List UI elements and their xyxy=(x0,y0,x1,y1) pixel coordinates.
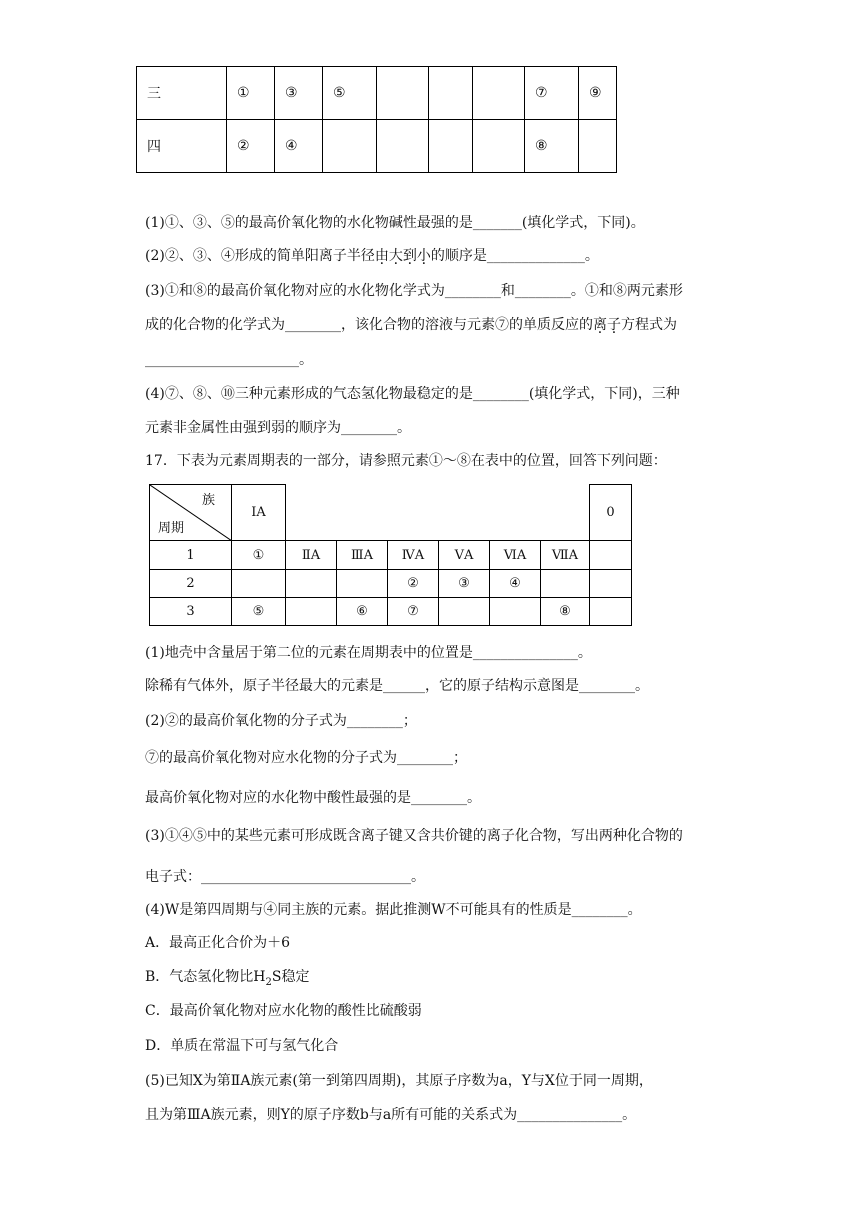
option-a: A．最高正化合价为＋6 xyxy=(145,935,291,951)
group-label: ⅣA xyxy=(388,541,439,570)
header-zhouqi: 周期 xyxy=(158,521,185,536)
element-cell: ② xyxy=(388,570,439,598)
q17-part1-line1: (1)地壳中含量居于第二位的元素在周期表中的位置是_______________。 xyxy=(145,645,592,661)
group-label: ⅢA xyxy=(337,541,388,570)
q16-part2-text-b: 的顺序是______________。 xyxy=(430,248,599,264)
option-b-subscript: 2 xyxy=(265,976,272,988)
table-row xyxy=(137,120,617,173)
dotted-char: 子 xyxy=(607,317,621,333)
element-cell xyxy=(377,120,429,173)
element-cell xyxy=(286,598,337,626)
q17-part5-line2: 且为第ⅢA族元素，则Y的原子序数b与a所有可能的关系式为_______________。 xyxy=(145,1107,637,1123)
element-cell: ④ xyxy=(275,120,323,173)
element-cell xyxy=(429,67,473,120)
period-cell: 三 xyxy=(137,67,227,120)
element-cell xyxy=(429,120,473,173)
q17-part4: (4)W是第四周期与④同主族的元素。据此推测W不可能具有的性质是________。 xyxy=(145,902,642,918)
element-cell xyxy=(473,120,525,173)
element-cell xyxy=(541,570,590,598)
q16-part1: (1)①、③、⑤的最高价氧化物的水化物碱性最强的是_______(填化学式，下同)。 xyxy=(145,215,645,231)
element-cell xyxy=(232,570,286,598)
element-cell xyxy=(590,541,632,570)
q17-part3-line2: 电子式：______________________________。 xyxy=(145,869,425,885)
option-c: C．最高价氧化物对应水化物的酸性比硫酸弱 xyxy=(145,1003,422,1019)
q17-part3-line1: (3)①④⑤中的某些元素可形成既含离子键又含共价键的离子化合物，写出两种化合物的 xyxy=(145,828,683,844)
header-zu: 族 xyxy=(202,493,216,508)
dotted-char: 由 xyxy=(374,248,389,264)
element-cell xyxy=(590,570,632,598)
option-b xyxy=(145,967,309,993)
q16-part4-line1: (4)⑦、⑧、⑩三种元素形成的气态氢化物最稳定的是________(填化学式，下同)，三种 xyxy=(145,386,680,402)
element-cell: ⑨ xyxy=(579,67,617,120)
q16-part3-line3: ______________________。 xyxy=(145,352,313,368)
header-gap xyxy=(286,485,590,541)
option-b-text-a: B．气态氢化物比H xyxy=(145,969,266,985)
header-corner-cell xyxy=(150,485,232,541)
q16-part3-text-a: 成的化合物的化学式为________，该化合物的溶液与元素⑦的单质反应的 xyxy=(145,317,593,333)
q17-part2-line2: ⑦的最高价氧化物对应水化物的分子式为________； xyxy=(145,750,467,766)
element-cell xyxy=(439,598,490,626)
header-row xyxy=(150,485,632,541)
dotted-char: 大 xyxy=(388,248,403,264)
header-0: 0 xyxy=(590,485,632,541)
element-cell xyxy=(286,570,337,598)
dotted-char: 离 xyxy=(593,317,607,333)
element-cell xyxy=(473,67,525,120)
group-label: ⅤA xyxy=(439,541,490,570)
q17-part1-line2: 除稀有气体外，原子半径最大的元素是______，它的原子结构示意图是________。 xyxy=(145,678,649,694)
element-cell: ⑤ xyxy=(232,598,286,626)
period-cell: 1 xyxy=(150,541,232,570)
element-cell: ① xyxy=(227,67,275,120)
option-d: D．单质在常温下可与氢气化合 xyxy=(145,1038,339,1054)
group-label: ⅡA xyxy=(286,541,337,570)
q17-intro: 17．下表为元素周期表的一部分，请参照元素①～⑧在表中的位置，回答下列问题： xyxy=(145,453,667,469)
table-row xyxy=(150,541,632,570)
period-cell: 四 xyxy=(137,120,227,173)
table-row xyxy=(150,570,632,598)
element-cell: ⑥ xyxy=(337,598,388,626)
element-cell xyxy=(377,67,429,120)
group-label: ⅥA xyxy=(490,541,541,570)
table-row xyxy=(137,67,617,120)
top-periodic-table-fragment xyxy=(136,66,617,173)
q17-part2-line1: (2)②的最高价氧化物的分子式为________； xyxy=(145,713,417,729)
period-cell: 2 xyxy=(150,570,232,598)
element-cell: ① xyxy=(232,541,286,570)
element-cell xyxy=(337,570,388,598)
element-cell: ⑦ xyxy=(525,67,579,120)
element-cell: ④ xyxy=(490,570,541,598)
element-cell: ⑧ xyxy=(525,120,579,173)
element-cell: ② xyxy=(227,120,275,173)
element-cell xyxy=(579,120,617,173)
element-cell xyxy=(590,598,632,626)
element-cell: ③ xyxy=(275,67,323,120)
element-cell: ③ xyxy=(439,570,490,598)
header-IA: ⅠA xyxy=(232,485,286,541)
q17-part2-line3: 最高价氧化物对应的水化物中酸性最强的是________。 xyxy=(145,790,481,806)
q16-part2-text-a: (2)②、③、④形成的简单阳离子半径 xyxy=(145,248,375,264)
element-cell xyxy=(323,120,377,173)
periodic-table-fragment xyxy=(149,484,632,626)
q16-part4-line2: 元素非金属性由强到弱的顺序为________。 xyxy=(145,420,411,436)
dotted-char: 小 xyxy=(416,248,431,264)
q16-part3-line2 xyxy=(145,315,677,335)
element-cell: ⑧ xyxy=(541,598,590,626)
period-cell: 3 xyxy=(150,598,232,626)
q17-part5-line1: (5)已知X为第ⅡA族元素(第一到第四周期)，其原子序数为a，Y与X位于同一周期， xyxy=(145,1073,653,1089)
dotted-char: 到 xyxy=(402,248,417,264)
q16-part3-text-b: 方程式为 xyxy=(621,317,677,333)
option-b-text-b: S稳定 xyxy=(271,969,310,985)
group-label: ⅦA xyxy=(541,541,590,570)
element-cell xyxy=(490,598,541,626)
table-row xyxy=(150,598,632,626)
q16-part2 xyxy=(145,246,599,266)
q16-part3-line1: (3)①和⑧的最高价氧化物对应的水化物化学式为________和________。①和⑧两元素形 xyxy=(145,283,683,299)
element-cell: ⑦ xyxy=(388,598,439,626)
element-cell: ⑤ xyxy=(323,67,377,120)
